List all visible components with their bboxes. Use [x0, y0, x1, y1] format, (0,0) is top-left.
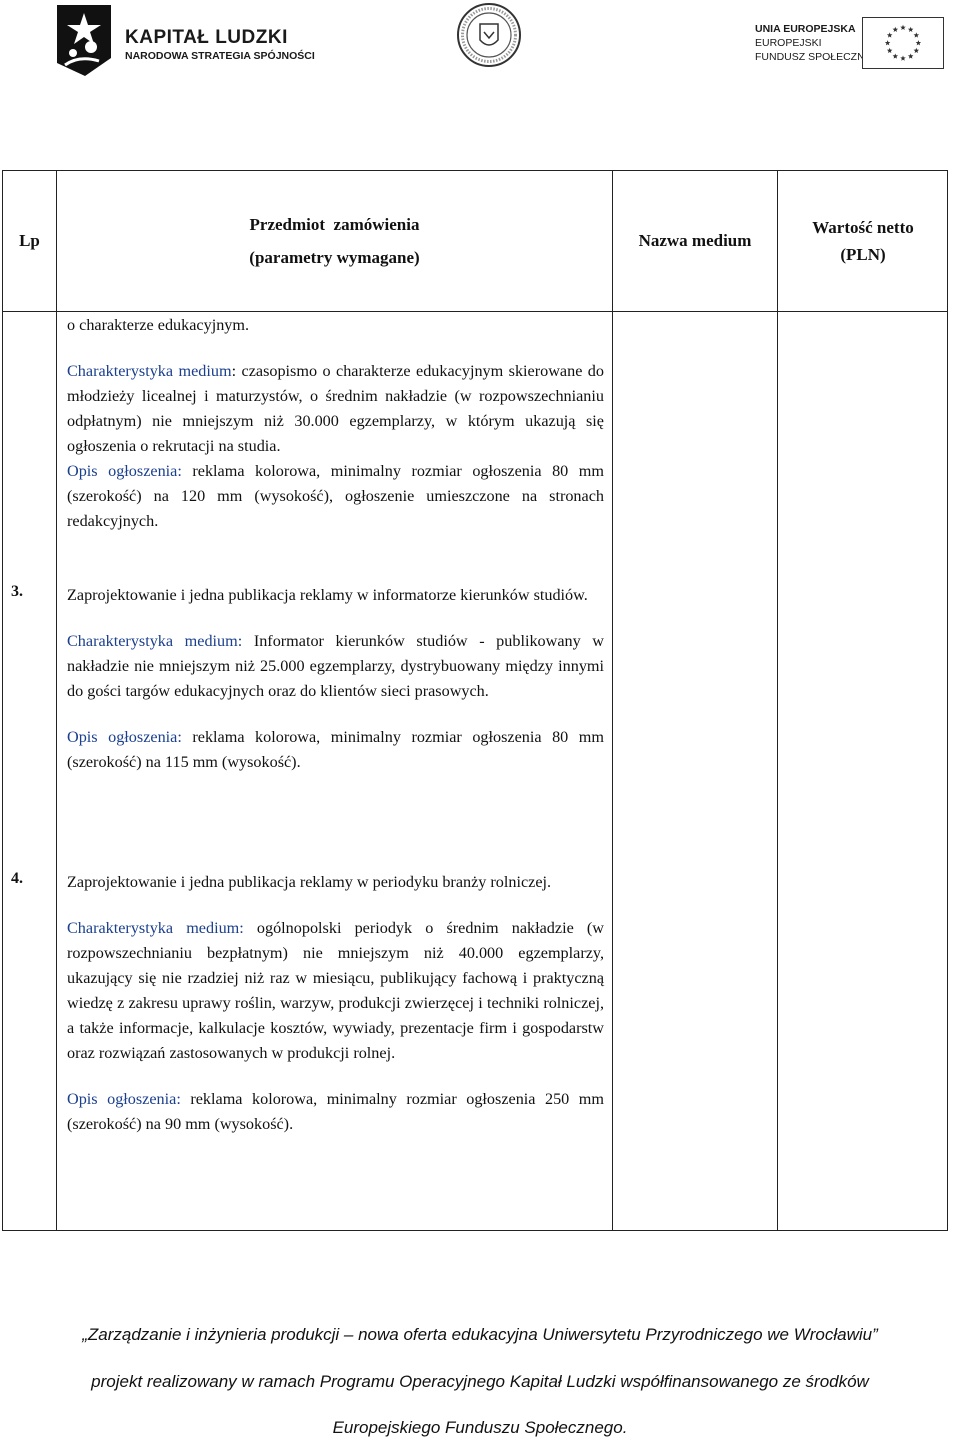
item-2-characteristics: [67, 359, 604, 459]
column-divider: [777, 171, 778, 1230]
eu-star-icon: [908, 53, 913, 58]
characteristics-label: Charakterystyka medium:: [67, 632, 243, 650]
item-3-title: Zaprojektowanie i jedna publikacja reklamy w informatorze kierunków studiów.: [67, 586, 588, 604]
footer-funding-line: projekt realizowany w ramach Programu Operacyjnego Kapitał Ludzki współfinansowanego ze środków: [91, 1372, 869, 1391]
item-4-ad-description: [67, 1087, 604, 1137]
kapital-ludzki-emblem-icon: [55, 3, 113, 78]
characteristics-label: Charakterystyka medium:: [67, 919, 244, 937]
characteristics-text: Informator kierunków studiów - publikowany w nakładzie nie mniejszym niż 25.000 egzemplarzy, dystrybuowany między innymi do gości targów edukacyjnych oraz do klientów sieci prasowych.: [67, 632, 604, 700]
item-4: [67, 870, 604, 1137]
item-2-continuation: [67, 313, 604, 534]
item-4-number: 4.: [11, 870, 23, 887]
column-divider: [56, 171, 57, 1230]
footer-project-title: „Zarządzanie i inżynieria produkcji – nowa oferta edukacyjna Uniwersytetu Przyrodniczego we Wrocławiu”: [82, 1325, 878, 1344]
ad-description-text: reklama kolorowa, minimalny rozmiar ogłoszenia 80 mm (szerokość) na 115 mm (wysokość).: [67, 728, 604, 771]
ad-description-label: Opis ogłoszenia:: [67, 462, 182, 480]
eu-logo: [755, 15, 945, 70]
column-header-medium: Nazwa medium: [638, 231, 752, 251]
kapital-ludzki-title: KAPITAŁ LUDZKI: [125, 27, 288, 48]
kapital-ludzki-logo: [55, 3, 315, 78]
item-3-characteristics: [67, 629, 604, 704]
eu-star-icon: [914, 48, 919, 53]
item-4-characteristics: [67, 916, 604, 1066]
item-3-number: 3.: [11, 583, 23, 600]
item-4-title: Zaprojektowanie i jedna publikacja reklamy w periodyku branży rolniczej.: [67, 873, 552, 891]
eu-star-icon: [908, 27, 913, 32]
column-header-lp: Lp: [19, 231, 40, 251]
university-seal-icon: [456, 2, 522, 68]
eu-line-2: EUROPEJSKI: [755, 37, 822, 49]
eu-star-icon: [914, 32, 919, 37]
ad-description-text: reklama kolorowa, minimalny rozmiar ogłoszenia 250 mm (szerokość) na 90 mm (wysokość).: [67, 1090, 604, 1133]
eu-flag-icon: [862, 17, 944, 69]
order-table: [2, 170, 948, 1231]
characteristics-text: : czasopismo o charakterze edukacyjnym skierowane do młodzieży licealnej i maturzystów, o średnim nakładzie (w rozpowszechnianiu odpłatnym) nie mniejszym niż 30.000 egzemplarzy, w którym ukazują się ogłoszenia o rekrutacji na studia.: [67, 362, 604, 455]
eu-line-3: FUNDUSZ SPOŁECZNY: [755, 51, 872, 63]
characteristics-text: ogólnopolski periodyk o średnim nakładzie (w rozpowszechnianiu bezpłatnym) nie mniejszym niż 40.000 egzemplarzy, ukazujący się nie rzadziej niż raz w miesiącu, publikujący fachową i praktyczną wiedzę z zakresu uprawy roślin, warzyw, produkcji zwierzęcej i techniki rolniczej, a także informacje, kalkulacje kosztów, wywiady, prezentacje firm i gospodarstw oraz rozwiązań zastosowanych w produkcji rolnej.: [67, 919, 604, 1062]
footer-fund-name: Europejskiego Funduszu Społecznego.: [332, 1418, 628, 1437]
column-header-value: Wartość netto (PLN): [812, 217, 914, 264]
eu-line-1: UNIA EUROPEJSKA: [755, 23, 856, 35]
column-divider: [612, 171, 613, 1230]
column-header-subject-line1: Przedmiot zamówienia: [249, 214, 420, 234]
characteristics-label: Charakterystyka medium: [67, 362, 232, 380]
kapital-ludzki-subtitle: NARODOWA STRATEGIA SPÓJNOŚCI: [125, 50, 315, 62]
eu-star-icon: [885, 40, 890, 45]
eu-star-icon: [893, 53, 898, 58]
column-header-subject: [57, 171, 612, 311]
eu-star-icon: [887, 48, 892, 53]
eu-star-icon: [887, 32, 892, 37]
eu-star-icon: [900, 25, 905, 30]
item-3: [67, 583, 604, 775]
ad-description-text: reklama kolorowa, minimalny rozmiar ogłoszenia 80 mm (szerokość) na 120 mm (wysokość), ogłoszenie umieszczone na stronach redakcyjnych.: [67, 462, 604, 530]
eu-star-icon: [900, 56, 905, 61]
ad-description-label: Opis ogłoszenia:: [67, 728, 182, 746]
column-header-subject-line2: (parametry wymagane): [249, 248, 420, 267]
eu-star-icon: [893, 27, 898, 32]
eu-star-icon: [916, 40, 921, 45]
item-3-ad-description: [67, 725, 604, 775]
header-divider: [3, 311, 947, 312]
item-2-ad-description: [67, 459, 604, 534]
ad-description-label: Opis ogłoszenia:: [67, 1090, 181, 1108]
item-2-intro: o charakterze edukacyjnym.: [67, 316, 250, 334]
